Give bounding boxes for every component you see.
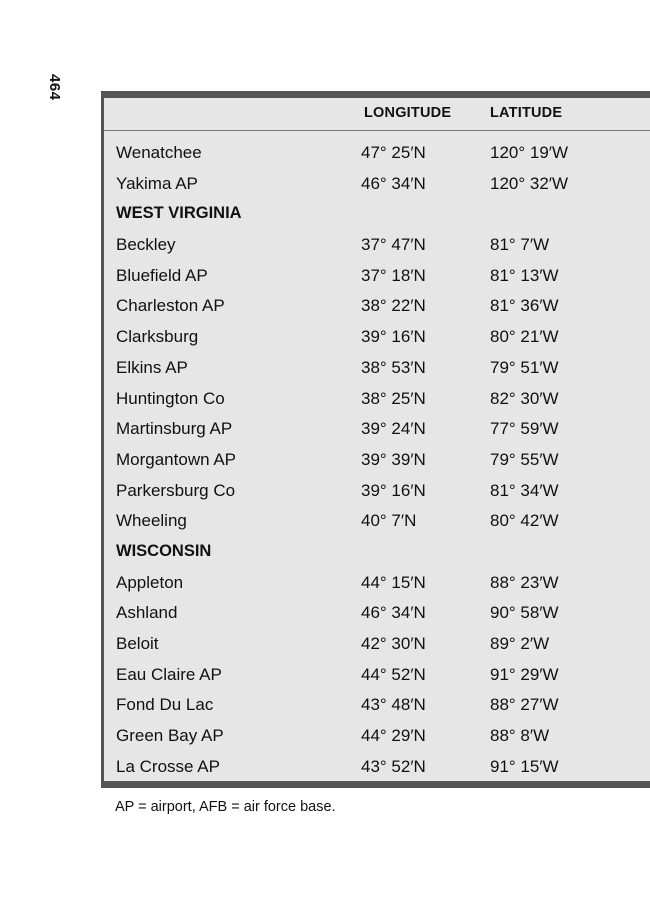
latitude-value: 81° 13′W [490, 265, 559, 285]
column-header-latitude: LATITUDE [490, 105, 563, 121]
longitude-value: 46° 34′N [361, 173, 426, 193]
page-number: 464 [46, 74, 63, 101]
table-row [104, 450, 650, 481]
table-header [104, 98, 650, 131]
location-name: Beckley [116, 235, 176, 255]
latitude-value: 79° 51′W [490, 357, 559, 377]
coordinates-table [101, 91, 650, 788]
latitude-value: 81° 34′W [490, 480, 559, 500]
location-name: La Crosse AP [116, 756, 220, 776]
longitude-value: 39° 24′N [361, 419, 426, 439]
table-row [104, 296, 650, 327]
latitude-value: 90° 58′W [490, 603, 559, 623]
longitude-value: 46° 34′N [361, 603, 426, 623]
latitude-value: 91° 29′W [490, 664, 559, 684]
longitude-value: 40° 7′N [361, 511, 417, 531]
latitude-value: 81° 36′W [490, 296, 559, 316]
table-row [104, 327, 650, 358]
latitude-value: 77° 59′W [490, 419, 559, 439]
table-body [104, 143, 650, 787]
longitude-value: 44° 29′N [361, 726, 426, 746]
longitude-value: 37° 47′N [361, 235, 426, 255]
latitude-value: 120° 19′W [490, 143, 569, 162]
location-name: Martinsburg AP [116, 419, 233, 439]
location-name: Charleston AP [116, 296, 225, 316]
state-name: WEST VIRGINIA [116, 204, 242, 223]
location-name: Parkersburg Co [116, 480, 236, 500]
table-row [104, 603, 650, 634]
longitude-value: 39° 39′N [361, 449, 426, 469]
location-name: Appleton [116, 572, 184, 592]
latitude-value: 88° 23′W [490, 572, 559, 592]
location-name: Fond Du Lac [116, 695, 214, 715]
location-name: Ashland [116, 603, 178, 623]
table-row [104, 665, 650, 696]
location-name: Beloit [116, 634, 159, 653]
latitude-value: 91° 15′W [490, 756, 559, 776]
table-row [104, 695, 650, 726]
location-name: Wenatchee [116, 143, 202, 162]
location-name: Elkins AP [116, 357, 188, 377]
table-row [104, 143, 650, 174]
longitude-value: 37° 18′N [361, 265, 426, 285]
table-row [104, 235, 650, 266]
table-row [104, 726, 650, 757]
table-row [104, 511, 650, 542]
latitude-value: 88° 8′W [490, 726, 550, 746]
longitude-value: 38° 53′N [361, 357, 426, 377]
location-name: Huntington Co [116, 388, 225, 408]
table-row [104, 389, 650, 420]
table-row [104, 634, 650, 665]
longitude-value: 43° 48′N [361, 695, 426, 715]
longitude-value: 42° 30′N [361, 634, 426, 653]
table-row [104, 174, 650, 205]
longitude-value: 44° 52′N [361, 664, 426, 684]
state-heading-row [104, 542, 650, 573]
latitude-value: 80° 21′W [490, 327, 559, 347]
latitude-value: 79° 55′W [490, 449, 559, 469]
table-row [104, 266, 650, 297]
location-name: Morgantown AP [116, 449, 237, 469]
footnote: AP = airport, AFB = air force base. [115, 799, 336, 815]
table-row [104, 358, 650, 389]
latitude-value: 80° 42′W [490, 511, 559, 531]
longitude-value: 39° 16′N [361, 327, 426, 347]
state-heading-row [104, 204, 650, 235]
table-row [104, 573, 650, 604]
location-name: Wheeling [116, 511, 187, 531]
location-name: Green Bay AP [116, 726, 224, 746]
column-header-longitude: LONGITUDE [364, 105, 452, 121]
latitude-value: 120° 32′W [490, 173, 569, 193]
latitude-value: 82° 30′W [490, 388, 559, 408]
latitude-value: 89° 2′W [490, 634, 550, 653]
location-name: Eau Claire AP [116, 664, 222, 684]
longitude-value: 43° 52′N [361, 756, 426, 776]
table-row [104, 481, 650, 512]
location-name: Yakima AP [116, 173, 198, 193]
table-row [104, 757, 650, 788]
latitude-value: 81° 7′W [490, 235, 550, 255]
longitude-value: 39° 16′N [361, 480, 426, 500]
location-name: Clarksburg [116, 327, 199, 347]
state-name: WISCONSIN [116, 541, 212, 560]
longitude-value: 47° 25′N [361, 143, 426, 162]
longitude-value: 44° 15′N [361, 572, 426, 592]
table-row [104, 419, 650, 450]
longitude-value: 38° 25′N [361, 388, 426, 408]
latitude-value: 88° 27′W [490, 695, 559, 715]
longitude-value: 38° 22′N [361, 296, 426, 316]
location-name: Bluefield AP [116, 265, 208, 285]
